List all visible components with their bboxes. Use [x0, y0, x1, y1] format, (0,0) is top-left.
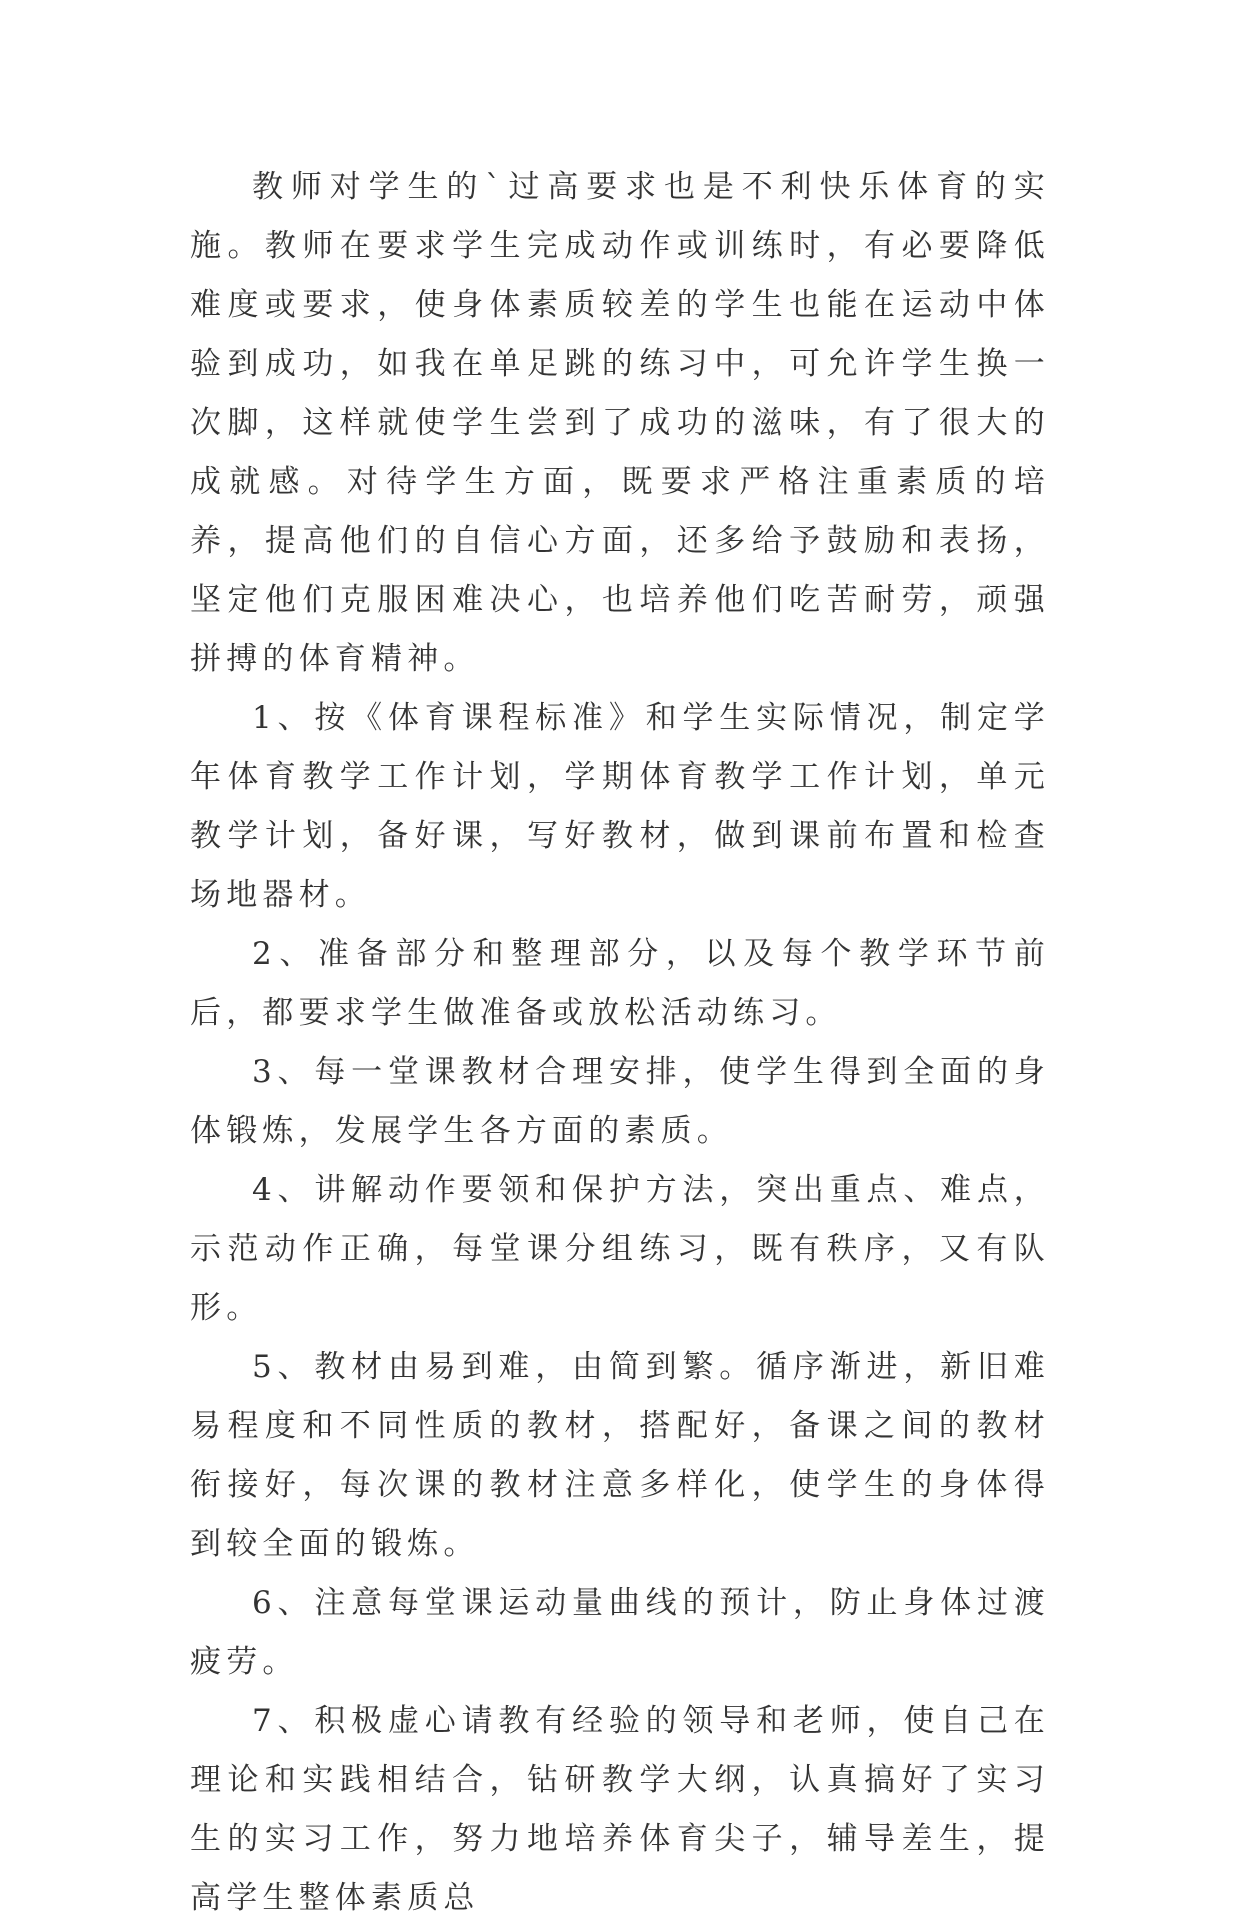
paragraph-intro: 教师对学生的`过高要求也是不利快乐体育的实施。教师在要求学生完成动作或训练时，有必要降低难度或要求，使身体素质较差的学生也能在运动中体验到成功，如我在单足跳的练习中，可允许学生换一次脚，这样就使学生尝到了成功的滋味，有了很大的成就感。对待学生方面，既要求严格注重素质的培养，提高他们的自信心方面，还多给予鼓励和表扬，坚定他们克服困难决心，也培养他们吃苦耐劳，顽强拼搏的体育精神。: [190, 169, 1050, 677]
paragraph-item-5: 5、教材由易到难，由简到繁。循序渐进，新旧难易程度和不同性质的教材，搭配好，备课之间的教材衔接好，每次课的教材注意多样化，使学生的身体得到较全面的锻炼。: [190, 1349, 1050, 1562]
paragraph-item-2: 2、准备部分和整理部分，以及每个教学环节前后，都要求学生做准备或放松活动练习。: [190, 936, 1050, 1031]
document-body: [190, 158, 1050, 1928]
paragraph-item-6: 6、注意每堂课运动量曲线的预计，防止身体过渡疲劳。: [190, 1585, 1050, 1680]
paragraph-item-1: 1、按《体育课程标准》和学生实际情况，制定学年体育教学工作计划，学期体育教学工作计划，单元教学计划，备好课，写好教材，做到课前布置和检查场地器材。: [190, 700, 1050, 913]
paragraph-item-3: 3、每一堂课教材合理安排，使学生得到全面的身体锻炼，发展学生各方面的素质。: [190, 1054, 1050, 1149]
paragraph-item-7: 7、积极虚心请教有经验的领导和老师，使自己在理论和实践相结合，钻研教学大纲，认真搞好了实习生的实习工作，努力地培养体育尖子，辅导差生，提高学生整体素质总: [190, 1703, 1050, 1916]
paragraph-item-4: 4、讲解动作要领和保护方法，突出重点、难点，示范动作正确，每堂课分组练习，既有秩序，又有队形。: [190, 1172, 1050, 1326]
